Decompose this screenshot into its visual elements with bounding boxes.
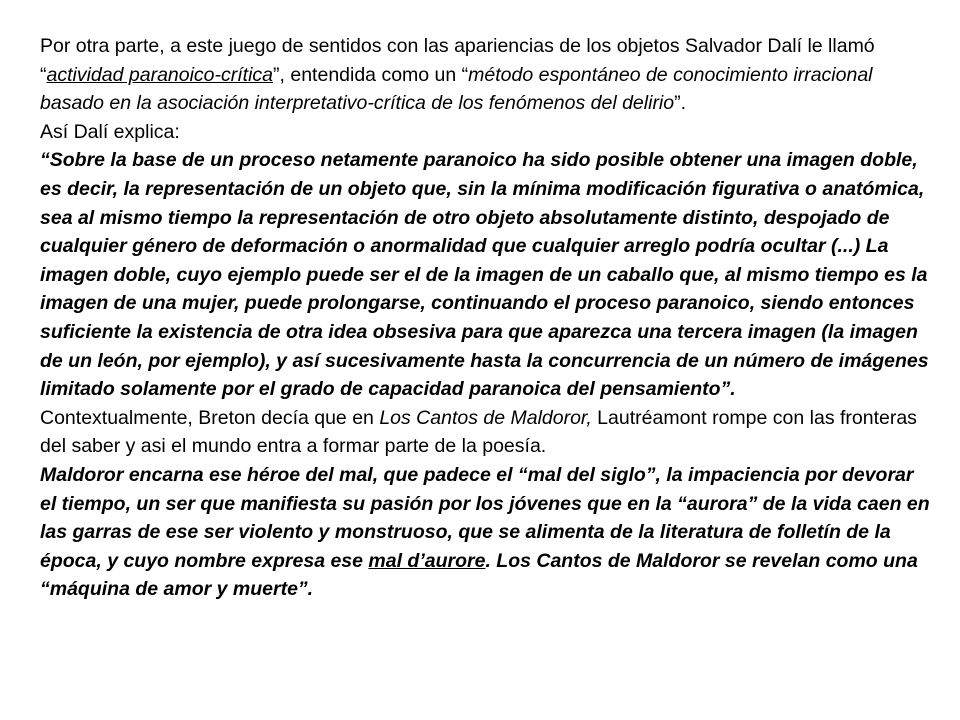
definition-quote: método espontáneo de conocimiento irracional basado en la asociación interpretativo-crítica de los fenómenos del delirio [40, 63, 873, 115]
intro-text: Por otra parte, a este juego de sentidos con las apariencias de los objetos Salvador Dalí le llamó “ [40, 35, 875, 86]
paragraph-dali-quote: “Sobre la base de un proceso netamente paranoico ha sido posible obtener una imagen doble, es decir, la representación de un objeto que, sin la mínima modificación figurativa o anatómica, sea al mismo tiempo la representación de otro objeto absolutamente distinto, despojado de cualquier género de deformación o anormalidad que cualquier arreglo podría ocultar (...) La imagen doble, cuyo ejemplo puede ser el de la imagen de un caballo que, al mismo tiempo es la imagen de una mujer, puede prolongarse, continuando el proceso paranoico, siendo entonces suficiente la existencia de otra idea obsesiva para que aparezca una tercera imagen (la imagen de un león, por ejemplo), y así sucesivamente hasta la concurrencia de un número de imágenes limitado solamente por el grado de capacidad paranoica del pensamiento”. [40, 149, 929, 401]
maldoror-text-end: . Los Cantos de Maldoror se revelan como una “máquina de amor y muerte”. [40, 549, 918, 601]
breton-text: Contextualmente, Breton decía que en [40, 406, 380, 429]
intro-text-cont: ”, entendida como un “ [273, 63, 469, 86]
paragraph-maldoror [40, 461, 930, 604]
slide-body [40, 32, 930, 604]
paragraph-intro [40, 32, 930, 118]
intro-text-end: ”. [674, 92, 687, 115]
maldoror-text: Maldoror encarna ese héroe del mal, que padece el “mal del siglo”, la impaciencia por devorar el tiempo, un ser que manifiesta su pasión por los jóvenes que en la “aurora” de la vida caen en las garras de ese ser violento y monstruoso, que se alimenta de la literatura de folletín de la época, y cuyo nombre expresa ese [40, 463, 930, 572]
breton-text-end: Lautréamont rompe con las fronteras del saber y asi el mundo entra a formar parte de la poesía. [40, 406, 917, 458]
term-paranoiac-critical: actividad paranoico-crítica [46, 63, 274, 86]
paragraph-breton [40, 404, 930, 461]
term-mal-daurore: mal d’aurore [368, 549, 486, 572]
book-title: Los Cantos de Maldoror, [379, 406, 592, 429]
paragraph-dali-explains: Así Dalí explica: [40, 120, 180, 143]
